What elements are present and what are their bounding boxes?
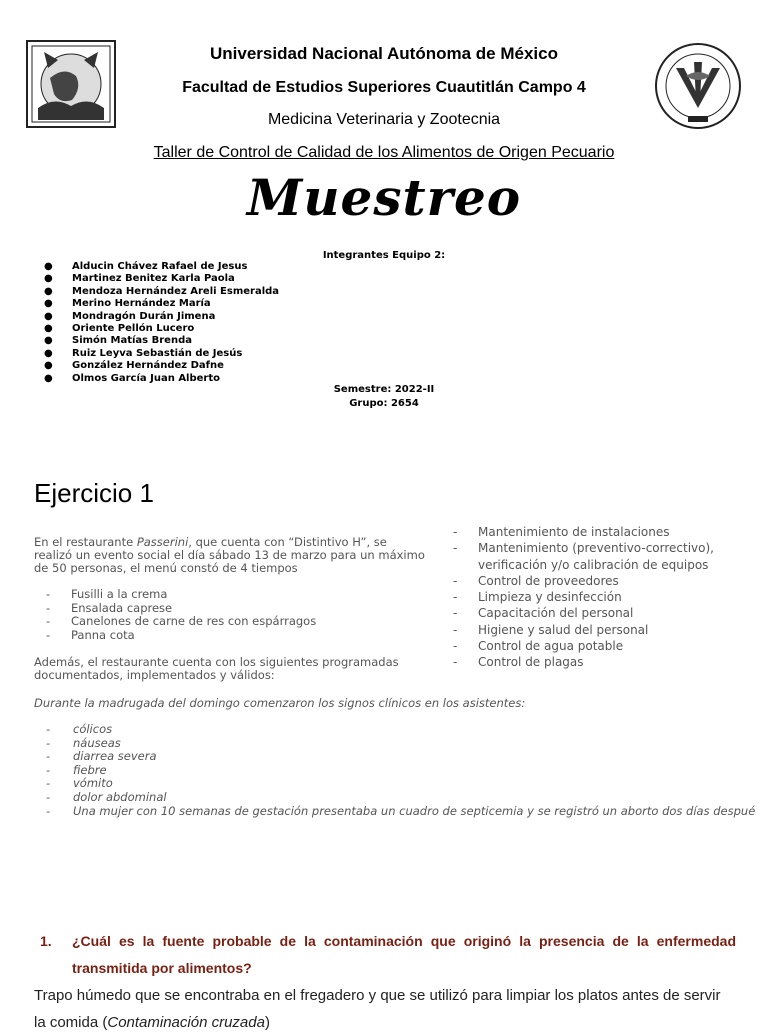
dash-icon: -: [46, 614, 51, 628]
signs-list: [46, 723, 755, 818]
member-name: Mondragón Durán Jimena: [72, 310, 216, 322]
sign-item: Una mujer con 10 semanas de gestación presentaba un cuadro de septicemia y se registró un aborto dos días despué: [73, 803, 756, 818]
menu-list: [46, 588, 316, 642]
member-name: Mendoza Hernández Areli Esmeralda: [72, 285, 280, 297]
dash-icon: -: [46, 762, 51, 777]
course-name: [0, 144, 768, 162]
list-item: [453, 654, 753, 670]
list-item: [44, 348, 279, 360]
dash-icon: -: [46, 627, 51, 642]
list-item: [46, 777, 755, 791]
dash-icon: -: [46, 587, 51, 601]
faculty-name: Facultad de Estudios Superiores Cuautitlán Campo 4: [182, 79, 586, 96]
list-item: [44, 273, 279, 285]
list-item: [44, 261, 279, 273]
member-name: Merino Hernández María: [72, 298, 211, 310]
member-name: González Hernández Dafne: [72, 360, 224, 372]
signs-intro: Durante la madrugada del domingo comenzaron los signos clínicos en los asistentes:: [34, 696, 526, 710]
exercise-title: Ejercicio 1: [34, 478, 154, 508]
menu-item: Fusilli a la crema: [71, 587, 168, 601]
list-item: [46, 588, 316, 602]
list-item: [44, 298, 279, 310]
sign-item: fiebre: [73, 762, 107, 777]
dash-icon: -: [46, 735, 51, 750]
programs-list: [453, 524, 753, 671]
semester: Semestre: 2022-II: [333, 384, 435, 395]
sign-item: dolor abdominal: [73, 789, 167, 804]
member-name: Alducin Chávez Rafael de Jesus: [72, 261, 248, 272]
course-name-text: Taller de Control de Calidad de los Alimentos de Origen Pecuario: [153, 144, 615, 161]
program-item: Mantenimiento (preventivo-correctivo), verificación y/o calibración de equipos: [478, 541, 714, 572]
list-item: [46, 791, 755, 805]
question-text: ¿Cuál es la fuente probable de la contaminación que originó la presencia de la enfermedad transmitida por alimentos?: [72, 933, 736, 976]
dash-icon: -: [453, 573, 458, 588]
list-item: [44, 335, 279, 347]
dash-icon: -: [46, 722, 51, 736]
intro-text-end: , que cuenta con “Distintivo H”, se realizó un evento social el día sábado 13 de marzo para un máximo de 50 personas, el menú constó de 4 tiempos: [34, 535, 425, 575]
sign-item: náuseas: [73, 735, 121, 750]
list-item: [453, 540, 753, 573]
team-members-list: [44, 261, 279, 385]
list-item: [46, 805, 755, 819]
bullet-icon: ●: [44, 273, 53, 285]
list-item: [46, 602, 316, 616]
list-item: [44, 311, 279, 323]
bullet-icon: ●: [44, 298, 53, 310]
answer-text-end: ): [264, 1014, 270, 1031]
bullet-icon: ●: [44, 335, 53, 347]
list-item: [44, 323, 279, 335]
team-heading: Integrantes Equipo 2:: [322, 250, 446, 261]
list-item: [46, 629, 316, 643]
dash-icon: -: [46, 776, 51, 791]
dash-icon: -: [453, 622, 458, 637]
list-item: [46, 737, 755, 751]
list-item: [453, 524, 753, 540]
menu-item: Panna cota: [71, 627, 135, 642]
question-1: [40, 928, 736, 982]
dash-icon: -: [46, 600, 51, 615]
bullet-icon: ●: [44, 347, 53, 359]
list-item: [46, 764, 755, 778]
member-name: Olmos García Juan Alberto: [72, 372, 221, 384]
dash-icon: -: [453, 655, 458, 670]
list-item: [453, 622, 753, 638]
program-item: Control de agua potable: [478, 639, 624, 654]
list-item: [453, 605, 753, 621]
exercise-intro: [34, 536, 426, 575]
group: Grupo: 2654: [349, 398, 419, 409]
dash-icon: -: [453, 590, 458, 605]
list-item: [453, 589, 753, 605]
bullet-icon: ●: [44, 261, 53, 272]
dash-icon: -: [453, 606, 458, 621]
list-item: [46, 750, 755, 764]
dash-icon: -: [453, 525, 458, 539]
list-item: [46, 723, 755, 737]
intro-text-start: En el restaurante: [34, 535, 137, 549]
program-item: Limpieza y desinfección: [478, 590, 622, 605]
bullet-icon: ●: [44, 310, 53, 322]
career-name: Medicina Veterinaria y Zootecnia: [267, 111, 501, 128]
list-item: [453, 638, 753, 654]
question-number: 1.: [40, 933, 52, 949]
bullet-icon: ●: [44, 285, 53, 297]
list-item: [46, 615, 316, 629]
dash-icon: -: [453, 541, 458, 556]
member-name: Oriente Pellón Lucero: [72, 323, 195, 335]
list-item: [44, 286, 279, 298]
member-name: Ruiz Leyva Sebastián de Jesús: [72, 347, 243, 359]
bullet-icon: ●: [44, 360, 53, 372]
program-item: Higiene y salud del personal: [478, 622, 649, 637]
program-item: Mantenimiento de instalaciones: [478, 525, 670, 539]
member-name: Simón Matías Brenda: [72, 335, 192, 347]
menu-item: Ensalada caprese: [71, 600, 173, 615]
answer-emphasis: Contaminación cruzada: [107, 1014, 265, 1031]
programs-intro: Además, el restaurante cuenta con los siguientes programadas documentados, implementados y válidos:: [34, 655, 399, 682]
member-name: Martinez Benitez Karla Paola: [72, 273, 235, 285]
sign-item: diarrea severa: [73, 749, 157, 764]
dash-icon: -: [46, 789, 51, 804]
sign-item: vómito: [73, 776, 113, 791]
bullet-icon: ●: [44, 372, 53, 384]
dash-icon: -: [46, 803, 51, 818]
program-item: Capacitación del personal: [478, 606, 634, 621]
sign-item: cólicos: [73, 722, 113, 736]
dash-icon: -: [453, 639, 458, 654]
page-title: Muestreo: [246, 168, 522, 227]
list-item: [453, 573, 753, 589]
menu-item: Canelones de carne de res con espárragos: [71, 614, 317, 628]
answer-text-start: Trapo húmedo que se encontraba en el fregadero y que se utilizó para limpiar los platos antes de servir la comida (: [34, 987, 721, 1031]
restaurant-name: Passerini: [136, 535, 189, 549]
dash-icon: -: [46, 749, 51, 764]
university-name: Universidad Nacional Autónoma de México: [210, 44, 558, 63]
list-item: [44, 360, 279, 372]
program-item: Control de proveedores: [478, 573, 619, 588]
answer-1: [34, 982, 736, 1036]
program-item: Control de plagas: [478, 655, 584, 670]
bullet-icon: ●: [44, 323, 53, 335]
